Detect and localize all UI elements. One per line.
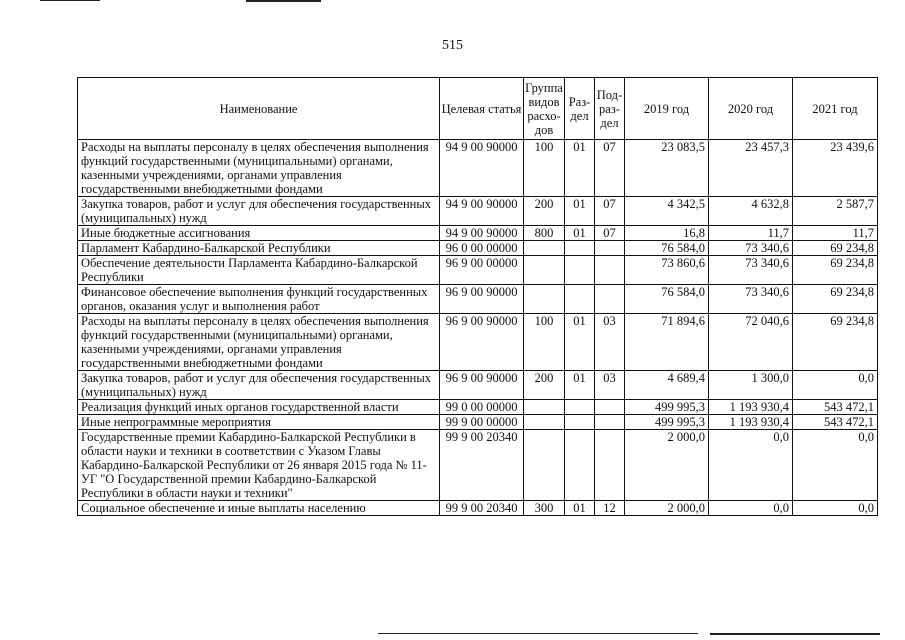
row-target-cell: 96 9 00 90000 [440, 371, 524, 400]
row-name-cell: Иные непрограммные мероприятия [78, 415, 440, 430]
budget-table [77, 77, 878, 516]
row-2021-cell: 0,0 [793, 430, 878, 501]
row-2020-cell: 73 340,6 [709, 241, 793, 256]
row-2020-cell: 23 457,3 [709, 140, 793, 197]
row-2020-cell: 73 340,6 [709, 256, 793, 285]
row-name-cell: Иные бюджетные ассигнования [78, 226, 440, 241]
row-2019-cell: 4 342,5 [625, 197, 709, 226]
table-row [78, 256, 878, 285]
row-target-cell: 99 9 00 20340 [440, 501, 524, 516]
row-2021-cell: 0,0 [793, 371, 878, 400]
table-row [78, 197, 878, 226]
row-group-cell: 100 [524, 314, 565, 371]
row-name-cell: Расходы на выплаты персоналу в целях обеспечения выполнения функций государственными (муниципальными) органами, казенными учреждениями, органами управления государственными внебюджетными фондами [78, 314, 440, 371]
row-2020-cell: 0,0 [709, 430, 793, 501]
row-2019-cell: 499 995,3 [625, 415, 709, 430]
scan-mark-top [246, 0, 321, 2]
row-name-cell: Финансовое обеспечение выполнения функций государственных органов, оказания услуг и выполнения работ [78, 285, 440, 314]
col-header-2019: 2019 год [625, 78, 709, 140]
scan-mark-bottom [378, 633, 698, 634]
table-row [78, 371, 878, 400]
row-2019-cell: 76 584,0 [625, 285, 709, 314]
table-row [78, 285, 878, 314]
table-row [78, 314, 878, 371]
row-target-cell: 99 9 00 00000 [440, 415, 524, 430]
row-2019-cell: 76 584,0 [625, 241, 709, 256]
row-2020-cell: 72 040,6 [709, 314, 793, 371]
row-2021-cell: 69 234,8 [793, 256, 878, 285]
row-section-cell: 01 [565, 140, 595, 197]
col-header-target: Целевая статья [440, 78, 524, 140]
row-target-cell: 96 9 00 90000 [440, 285, 524, 314]
row-2019-cell: 71 894,6 [625, 314, 709, 371]
row-section-cell [565, 415, 595, 430]
row-subsection-cell: 12 [595, 501, 625, 516]
row-name-cell: Расходы на выплаты персоналу в целях обеспечения выполнения функций государственными (муниципальными) органами, казенными учреждениями, органами управления государственными внебюджетными фондами [78, 140, 440, 197]
row-section-cell: 01 [565, 314, 595, 371]
row-target-cell: 96 9 00 00000 [440, 256, 524, 285]
row-2019-cell: 4 689,4 [625, 371, 709, 400]
row-2021-cell: 69 234,8 [793, 241, 878, 256]
row-subsection-cell [595, 285, 625, 314]
row-subsection-cell: 07 [595, 226, 625, 241]
row-name-cell: Закупка товаров, работ и услуг для обеспечения государственных (муниципальных) нужд [78, 371, 440, 400]
row-section-cell [565, 400, 595, 415]
row-section-cell: 01 [565, 226, 595, 241]
row-2019-cell: 499 995,3 [625, 400, 709, 415]
table-row [78, 226, 878, 241]
row-2020-cell: 1 300,0 [709, 371, 793, 400]
row-2021-cell: 0,0 [793, 501, 878, 516]
row-name-cell: Социальное обеспечение и иные выплаты населению [78, 501, 440, 516]
row-group-cell [524, 400, 565, 415]
table-row [78, 415, 878, 430]
row-2019-cell: 73 860,6 [625, 256, 709, 285]
row-subsection-cell [595, 400, 625, 415]
row-group-cell [524, 256, 565, 285]
table-row [78, 501, 878, 516]
row-2019-cell: 23 083,5 [625, 140, 709, 197]
row-2020-cell: 0,0 [709, 501, 793, 516]
col-header-group: Группа видов расхо-дов [524, 78, 565, 140]
scan-mark-bottom [710, 633, 880, 635]
row-section-cell [565, 241, 595, 256]
table-body [78, 140, 878, 516]
row-2021-cell: 2 587,7 [793, 197, 878, 226]
row-section-cell [565, 285, 595, 314]
row-2020-cell: 1 193 930,4 [709, 400, 793, 415]
row-target-cell: 94 9 00 90000 [440, 226, 524, 241]
row-group-cell: 800 [524, 226, 565, 241]
table-row [78, 430, 878, 501]
row-name-cell: Парламент Кабардино-Балкарской Республики [78, 241, 440, 256]
row-group-cell: 200 [524, 371, 565, 400]
row-subsection-cell: 03 [595, 371, 625, 400]
table-header-row [78, 78, 878, 140]
row-2020-cell: 4 632,8 [709, 197, 793, 226]
row-group-cell: 100 [524, 140, 565, 197]
row-2020-cell: 11,7 [709, 226, 793, 241]
row-subsection-cell: 03 [595, 314, 625, 371]
row-target-cell: 99 0 00 00000 [440, 400, 524, 415]
row-subsection-cell: 07 [595, 140, 625, 197]
row-group-cell: 200 [524, 197, 565, 226]
row-subsection-cell [595, 256, 625, 285]
row-2021-cell: 543 472,1 [793, 415, 878, 430]
row-group-cell [524, 430, 565, 501]
row-subsection-cell: 07 [595, 197, 625, 226]
scan-mark-top [40, 0, 100, 1]
row-target-cell: 96 9 00 90000 [440, 314, 524, 371]
row-name-cell: Обеспечение деятельности Парламента Кабардино-Балкарской Республики [78, 256, 440, 285]
table-row [78, 140, 878, 197]
row-subsection-cell [595, 430, 625, 501]
col-header-section: Раз-дел [565, 78, 595, 140]
col-header-name: Наименование [78, 78, 440, 140]
row-2021-cell: 69 234,8 [793, 314, 878, 371]
row-2021-cell: 69 234,8 [793, 285, 878, 314]
row-section-cell: 01 [565, 501, 595, 516]
row-2019-cell: 2 000,0 [625, 501, 709, 516]
row-group-cell [524, 285, 565, 314]
table-row [78, 241, 878, 256]
row-subsection-cell [595, 415, 625, 430]
row-target-cell: 94 9 00 90000 [440, 140, 524, 197]
row-section-cell [565, 256, 595, 285]
row-target-cell: 96 0 00 00000 [440, 241, 524, 256]
row-2020-cell: 1 193 930,4 [709, 415, 793, 430]
row-2020-cell: 73 340,6 [709, 285, 793, 314]
row-target-cell: 94 9 00 90000 [440, 197, 524, 226]
row-name-cell: Реализация функций иных органов государственной власти [78, 400, 440, 415]
row-subsection-cell [595, 241, 625, 256]
col-header-2021: 2021 год [793, 78, 878, 140]
row-section-cell: 01 [565, 197, 595, 226]
row-2021-cell: 11,7 [793, 226, 878, 241]
row-2021-cell: 543 472,1 [793, 400, 878, 415]
row-2021-cell: 23 439,6 [793, 140, 878, 197]
col-header-subsection: Под-раз-дел [595, 78, 625, 140]
table-row [78, 400, 878, 415]
row-group-cell [524, 241, 565, 256]
row-name-cell: Государственные премии Кабардино-Балкарской Республики в области науки и техники в соответствии с Указом Главы Кабардино-Балкарской Республики от 26 января 2015 года № 11-УГ "О Государственной премии Кабардино-Балкарской Республики в области науки и техники" [78, 430, 440, 501]
col-header-2020: 2020 год [709, 78, 793, 140]
row-group-cell: 300 [524, 501, 565, 516]
row-group-cell [524, 415, 565, 430]
row-section-cell: 01 [565, 371, 595, 400]
row-section-cell [565, 430, 595, 501]
row-name-cell: Закупка товаров, работ и услуг для обеспечения государственных (муниципальных) нужд [78, 197, 440, 226]
row-2019-cell: 16,8 [625, 226, 709, 241]
row-target-cell: 99 9 00 20340 [440, 430, 524, 501]
page-number: 515 [442, 38, 463, 53]
row-2019-cell: 2 000,0 [625, 430, 709, 501]
